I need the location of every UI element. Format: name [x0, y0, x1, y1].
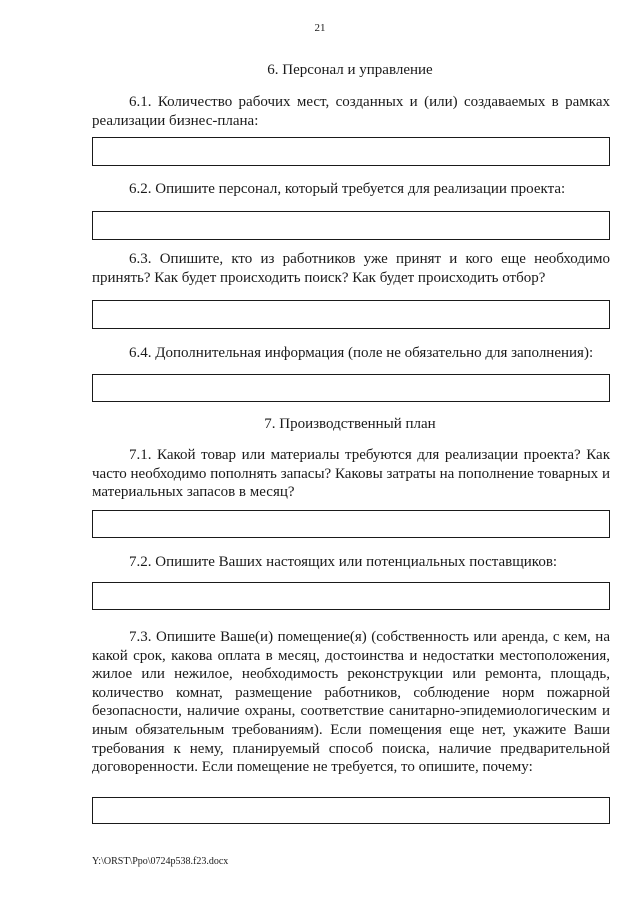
answer-field-6-4[interactable] [92, 374, 610, 402]
file-path-footer: Y:\ORST\Ppo\0724p538.f23.docx [92, 856, 229, 867]
question-6-3: 6.3. Опишите, кто из работников уже принят и кого еще необходимо принять? Как будет происходить поиск? Как будет происходить отбор? [92, 251, 610, 286]
question-6-2: 6.2. Опишите персонал, который требуется для реализации проекта: [129, 181, 566, 197]
question-7-3: 7.3. Опишите Ваше(и) помещение(я) (собственность или аренда, с кем, на какой срок, какова оплата в месяц, достоинства и недостатки местоположения, жилое или нежилое, необходимость реконструкции или ремонта, площадь, количество комнат, размещение работников, соблюдение норм пожарной безопасности, наличие охраны, соответствие санитарно-эпидемиологическим и иным обязательным требованиям). Если помещения еще нет, укажите Ваши требования к нему, планируемый способ поиска, наличие предварительной договоренности. Если помещение не требуется, то опишите, почему: [92, 629, 610, 776]
answer-field-7-3[interactable] [92, 797, 610, 824]
section-heading-7: 7. Производственный план [264, 416, 436, 432]
page-number: 21 [314, 22, 326, 34]
answer-field-6-3[interactable] [92, 300, 610, 329]
answer-field-6-2[interactable] [92, 211, 610, 240]
answer-field-7-1[interactable] [92, 510, 610, 538]
question-7-1: 7.1. Какой товар или материалы требуются для реализации проекта? Как часто необходимо пополнять запасы? Каковы затраты на пополнение товарных и материальных запасов в месяц? [92, 447, 610, 501]
answer-field-6-1[interactable] [92, 137, 610, 166]
section-heading-6: 6. Персонал и управление [267, 62, 433, 78]
question-7-2: 7.2. Опишите Ваших настоящих или потенциальных поставщиков: [129, 554, 558, 570]
answer-field-7-2[interactable] [92, 582, 610, 610]
question-6-4: 6.4. Дополнительная информация (поле не обязательно для заполнения): [129, 345, 594, 361]
question-6-1: 6.1. Количество рабочих мест, созданных и (или) создаваемых в рамках реализации бизнес-плана: [92, 94, 610, 129]
